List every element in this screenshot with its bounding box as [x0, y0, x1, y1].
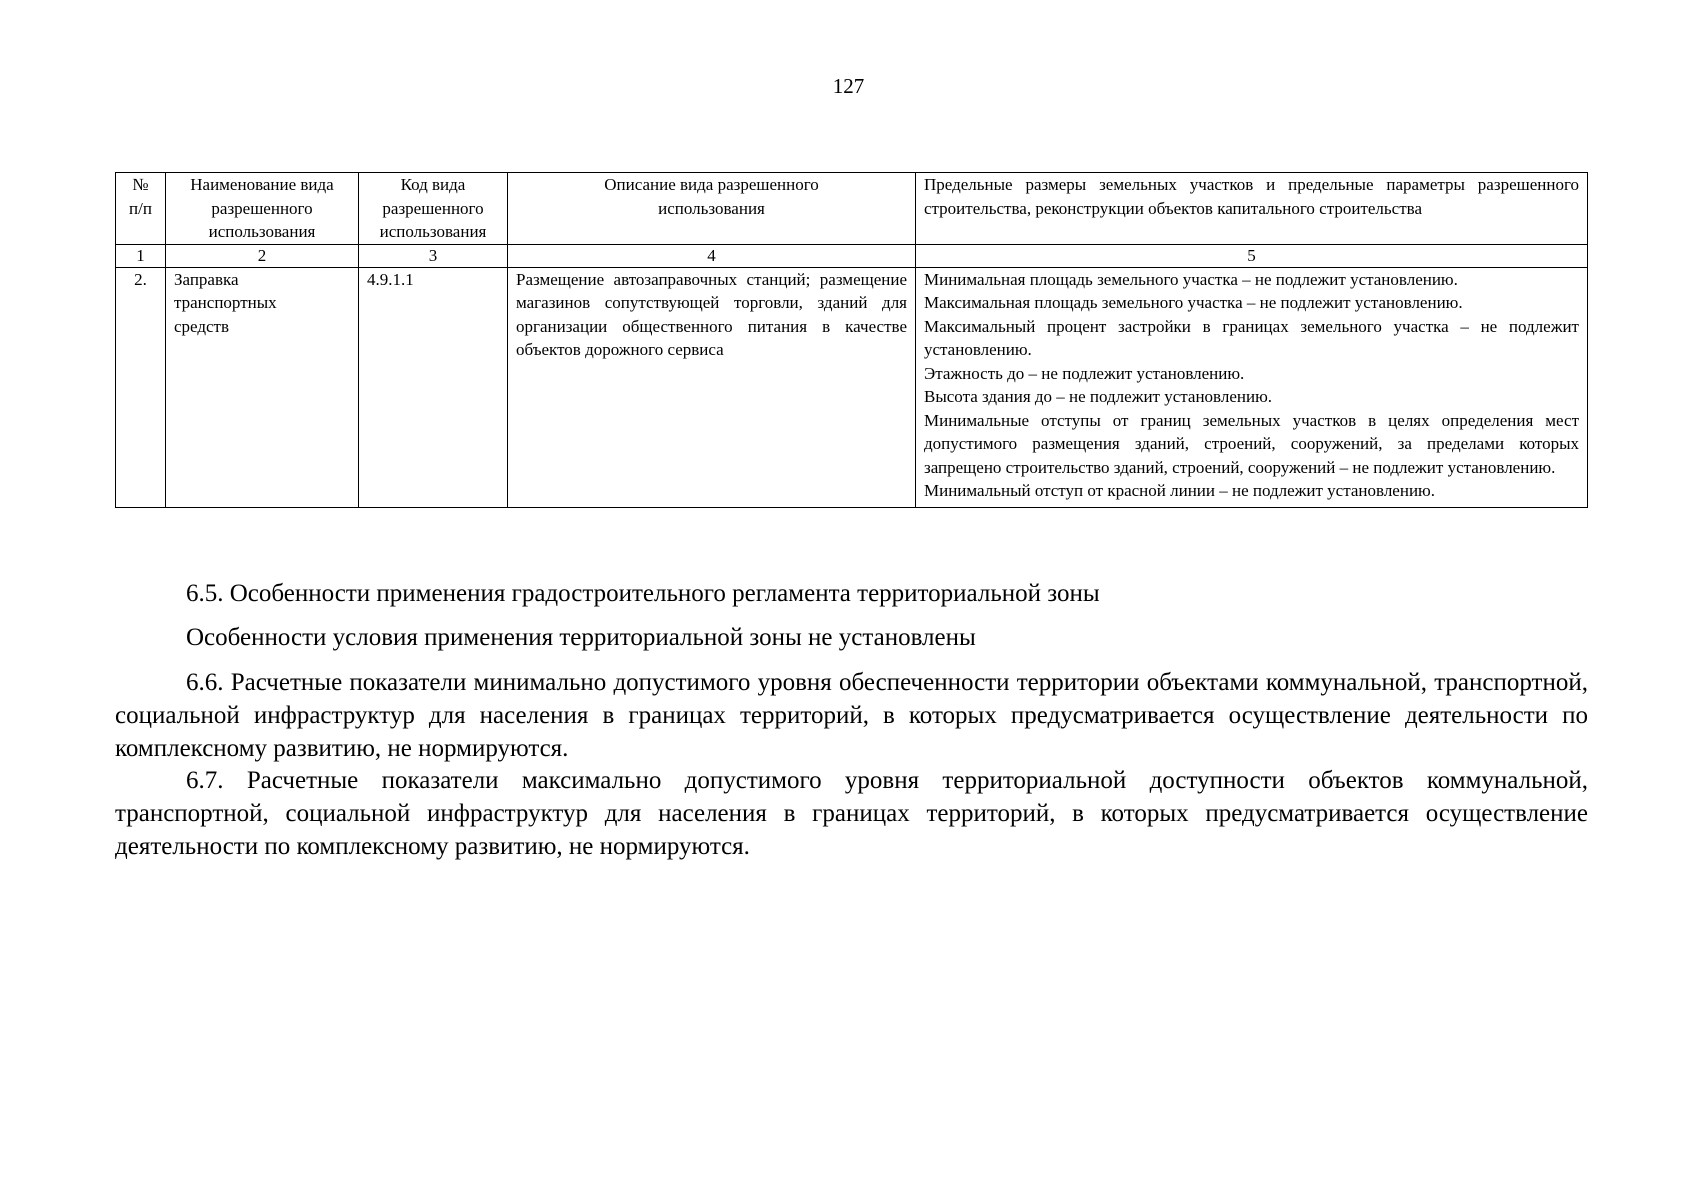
index-cell: 1 [116, 244, 166, 267]
param-min-setbacks: Минимальные отступы от границ земельных участков в целях определения мест допустимого размещения зданий, строений, сооружений, за пределами которых запрещено строительство зданий, строений, сооружений – не подлежит установлению. [924, 410, 1579, 477]
header-num-line2: п/п [129, 198, 152, 218]
row-use-name: Заправка транспортных средств [166, 267, 359, 507]
row-use-description: Размещение автозаправочных станций; размещение магазинов сопутствующей торговли, зданий для организации общественного питания в качестве объектов дорожного сервиса [508, 267, 916, 507]
row-use-code: 4.9.1.1 [359, 267, 508, 507]
index-cell: 2 [166, 244, 359, 267]
page-number: 127 [832, 74, 865, 98]
param-height: Высота здания до – не подлежит установлению. [924, 387, 1273, 406]
section-6-7-paragraph: 6.7. Расчетные показатели максимально допустимого уровня территориальной доступности объектов коммунальной, транспортной, социальной инфраструктур для населения в границах территорий, в которых предусматривается осуществление деятельности по комплексному развитию, не нормируются. [115, 767, 1588, 860]
table-header-row [116, 173, 1588, 245]
index-cell: 4 [508, 244, 916, 267]
row-limit-params [916, 267, 1588, 507]
param-red-line-setback: Минимальный отступ от красной линии – не подлежит установлению. [924, 481, 1435, 500]
table-index-row [116, 244, 1588, 267]
header-num-line1: № [132, 175, 149, 194]
section-6-5-note: Особенности условия применения территориальной зоны не установлены [186, 624, 976, 651]
index-cell: 3 [359, 244, 508, 267]
header-use-code: Код вида разрешенного использования [359, 173, 508, 245]
param-max-coverage: Максимальный процент застройки в границах земельного участка – не подлежит установлению. [924, 316, 1579, 359]
table-row [116, 267, 1588, 507]
section-6-5-heading: 6.5. Особенности применения градостроительного регламента территориальной зоны [186, 580, 1100, 607]
param-floors: Этажность до – не подлежит установлению. [924, 363, 1245, 383]
row-num: 2. [116, 267, 166, 507]
param-max-area: Максимальная площадь земельного участка – не подлежит установлению. [924, 293, 1463, 312]
index-cell: 5 [916, 244, 1588, 267]
permitted-use-table [115, 172, 1588, 508]
header-num [116, 173, 166, 245]
param-min-area: Минимальная площадь земельного участка – не подлежит установлению. [924, 269, 1458, 289]
header-use-description: Описание вида разрешенного использования [508, 173, 916, 245]
header-limit-params: Предельные размеры земельных участков и предельные параметры разрешенного строительства, реконструкции объектов капитального строительства [916, 173, 1588, 245]
header-use-name: Наименование вида разрешенного использования [166, 173, 359, 245]
section-6-6-paragraph: 6.6. Расчетные показатели минимально допустимого уровня обеспеченности территории объектами коммунальной, транспортной, социальной инфраструктур для населения в границах территорий, в которых предусматривается осуществление деятельности по комплексному развитию, не нормируются. [115, 669, 1588, 762]
